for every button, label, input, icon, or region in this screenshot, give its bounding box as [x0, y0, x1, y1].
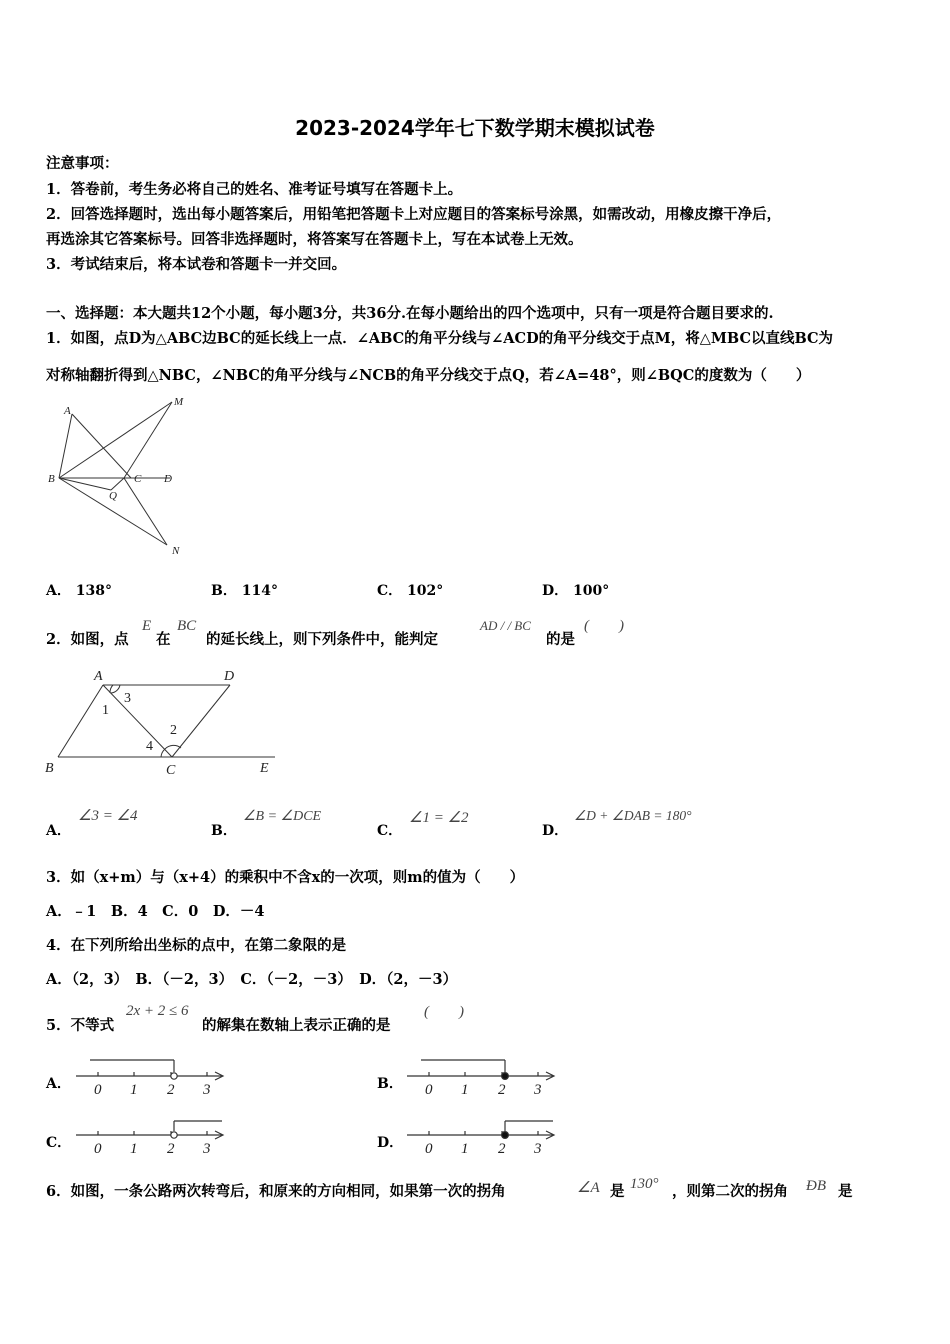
q4-text: 4．在下列所给出坐标的点中，在第二象限的是 [46, 937, 347, 954]
notice-item-3: 3．考试结束后，将本试卷和答题卡一并交回。 [46, 256, 347, 273]
q5-numberline-c [72, 1113, 242, 1163]
q1-option-d-letter: D． [542, 583, 569, 599]
q5a-tick-1: 1 [130, 1082, 138, 1098]
q2-option-b-text: ∠B = ∠DCE [243, 809, 322, 824]
q3-options: A．﹣1 B．4 C．0 D．－4 [46, 903, 265, 920]
q1-option-c-text: 102° [407, 583, 444, 599]
q5-numberline-b [403, 1054, 573, 1104]
q1-label-c: C [134, 473, 142, 485]
q2-mid1: 在 [156, 631, 171, 648]
q1-label-d: D [164, 473, 172, 485]
q5a-tick-3: 3 [203, 1082, 211, 1098]
q5d-tick-3: 3 [534, 1141, 542, 1157]
q2-figure [40, 664, 290, 780]
q5-suffix: 的解集在数轴上表示正确的是 [202, 1017, 391, 1034]
q2-label-1: 1 [102, 703, 109, 718]
notice-item-1: 1．答卷前，考生务必将自己的姓名、准考证号填写在答题卡上。 [46, 181, 463, 198]
q1-label-a: A [64, 405, 71, 417]
q2-label-c: C [166, 763, 176, 778]
q1-label-n: N [172, 545, 180, 557]
q2-label-b: B [45, 761, 54, 776]
q1-label-m: M [174, 396, 184, 408]
q1-label-b: B [48, 473, 55, 485]
q2-label-4: 4 [146, 739, 153, 754]
q2-prefix: 2．如图，点 [46, 631, 129, 648]
q1-line2: 对称轴翻折得到△NBC，∠NBC的角平分线与∠NCB的角平分线交于点Q，若∠A=48°，则∠BQC的度数为（ ） [46, 367, 811, 384]
q1-option-d [542, 580, 609, 600]
q5b-tick-1: 1 [461, 1082, 469, 1098]
q6-prefix: 6．如图，一条公路两次转弯后，和原来的方向相同，如果第一次的拐角 [46, 1183, 506, 1200]
q4-options: A．（2，3） B．（－2，3） C．（－2，－3） D．（2，－3） [46, 971, 458, 988]
q5b-tick-2: 2 [498, 1082, 506, 1098]
q1-option-a-letter: A． [46, 583, 71, 599]
q5-option-c-letter: C． [46, 1135, 72, 1151]
q1-line1: 1．如图，点D为△ABC边BC的延长线上一点．∠ABC的角平分线与∠ACD的角平分线交于点M，将△MBC以直线BC为 [46, 330, 834, 347]
q2-suffix: 的是 [546, 631, 575, 648]
q5b-tick-0: 0 [425, 1082, 433, 1098]
q1-figure [40, 392, 200, 560]
q1-option-b [211, 580, 278, 600]
q2-option-c-letter: C． [377, 823, 403, 839]
q1-option-d-text: 100° [573, 583, 610, 599]
q2-cond: AD / / BC [480, 618, 531, 633]
q5c-tick-3: 3 [203, 1141, 211, 1157]
q5-prefix: 5．不等式 [46, 1017, 115, 1034]
page-title: 2023-2024学年七下数学期末模拟试卷 [295, 116, 655, 140]
q2-label-a: A [94, 669, 103, 684]
q6-suffix: ，则第二次的拐角 [672, 1183, 788, 1200]
q1-label-q: Q [109, 490, 117, 502]
notice-item-2: 2．回答选择题时，选出每小题答案后，用铅笔把答题卡上对应题目的答案标号涂黑，如需改动，用橡皮擦干净后， [46, 206, 782, 223]
notice-heading: 注意事项： [46, 155, 119, 172]
q2-paren: ( ) [584, 618, 624, 634]
q5a-tick-2: 2 [167, 1082, 175, 1098]
q2-option-a-letter: A． [46, 823, 71, 839]
q2-label-d: D [224, 669, 235, 684]
q5d-tick-2: 2 [498, 1141, 506, 1157]
q3-text: 3．如（x+m）与（x+4）的乘积中不含x的一次项，则m的值为（ ） [46, 869, 525, 886]
q6-end: 是 [838, 1183, 853, 1200]
q5-paren: ( ) [424, 1004, 464, 1020]
q2-seg: BC [177, 618, 197, 634]
q2-label-2: 2 [170, 723, 177, 738]
q2-label-3: 3 [124, 691, 131, 706]
q5-option-b-letter: B． [377, 1076, 403, 1092]
q1-option-b-letter: B． [211, 583, 237, 599]
q2-mid2: 的延长线上，则下列条件中，能判定 [206, 631, 438, 648]
q2-option-d-text: ∠D + ∠DAB = 180° [574, 808, 692, 823]
q5-numberline-d [403, 1113, 573, 1163]
q5c-tick-1: 1 [130, 1141, 138, 1157]
q5c-tick-0: 0 [94, 1141, 102, 1157]
q2-point: E [142, 618, 152, 634]
q5d-tick-1: 1 [461, 1141, 469, 1157]
q2-option-a-text: ∠3 = ∠4 [78, 808, 138, 824]
q5b-tick-3: 3 [534, 1082, 542, 1098]
q2-option-d-letter: D． [542, 823, 569, 839]
q5-option-a-letter: A． [46, 1076, 71, 1092]
q1-option-a-text: 138° [75, 583, 112, 599]
q2-option-b-letter: B． [211, 823, 237, 839]
q1-option-c [377, 580, 443, 600]
q1-option-c-letter: C． [377, 583, 403, 599]
q6-angle-b: ÐB [806, 1178, 826, 1194]
q5-numberline-a [72, 1054, 242, 1104]
q6-value: 130° [630, 1176, 659, 1192]
notice-item-2-cont: 再选涂其它答案标号。回答非选择题时，将答案写在答题卡上，写在本试卷上无效。 [46, 231, 583, 248]
q5a-tick-0: 0 [94, 1082, 102, 1098]
q5c-tick-2: 2 [167, 1141, 175, 1157]
q6-angle-a: ∠A [577, 1180, 600, 1196]
section-heading: 一、选择题：本大题共12个小题，每小题3分，共36分.在每小题给出的四个选项中，只有一项是符合题目要求的. [46, 305, 774, 322]
q1-option-a [46, 580, 112, 600]
q5-expr: 2x + 2 ≤ 6 [126, 1003, 189, 1019]
q5-option-d-letter: D． [377, 1135, 404, 1151]
q6-mid: 是 [610, 1183, 625, 1200]
q1-option-b-text: 114° [241, 583, 278, 599]
q5d-tick-0: 0 [425, 1141, 433, 1157]
q2-option-c-text: ∠1 = ∠2 [409, 810, 469, 826]
q2-label-e: E [260, 761, 269, 776]
